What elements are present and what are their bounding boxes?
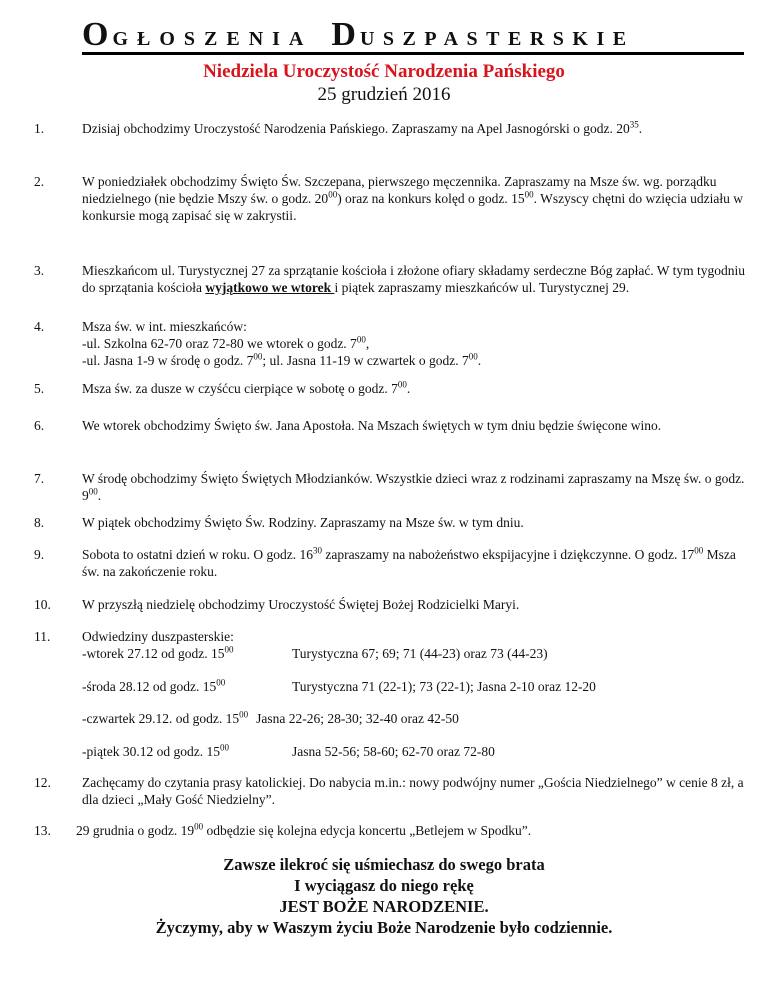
item-text: W poniedziałek obchodzimy Święto Św. Szczepana, pierwszego męczennika. Zapraszamy na Msze św. wg. porządku niedzielnego (nie będzie Mszy św. o godz. $20^{00}$) oraz na konkurs kolęd o godz. $15^{00}$. Wszyscy chętni do wzięcia udziału w konkursie mogą zapisać się w zakrystii. (82, 174, 743, 223)
closing-line-1: Zawsze ilekroć się uśmiechasz do swego brata (223, 855, 545, 874)
item-text: 29 grudnia o godz. $19^{00}$ odbędzie się kolejna edycja koncertu „Betlejem w Spodku”. (76, 821, 532, 838)
announcement-3 (34, 262, 754, 296)
item-number: 12. (34, 775, 51, 790)
closing-message (0, 854, 768, 938)
announcement-10 (34, 596, 754, 613)
announcement-4 (34, 318, 754, 369)
visit-row: -czwartek 29.12. od godz. $15^{00}$ Jasna 22-26; 28-30; 32-40 oraz 42-50 (82, 709, 459, 726)
visit-row: -wtorek 27.12 od godz. $15^{00}$ Turystyczna 67; 69; 71 (44-23) oraz 73 (44-23) (82, 644, 548, 661)
date: 25 grudzień 2016 (317, 84, 451, 105)
title-rest-2: USZPASTERSKIE (359, 28, 635, 50)
title-initial-1: O (82, 16, 109, 53)
announcement-5 (34, 380, 754, 397)
closing-line-2: I wyciągasz do niego rękę (294, 876, 474, 895)
item-number: 9. (34, 547, 45, 562)
item-text: W piątek obchodzimy Święto Św. Rodziny. Zapraszamy na Msze św. w tym dniu. (82, 515, 524, 530)
item-number: 1. (34, 121, 45, 136)
page-title (82, 18, 744, 55)
item-number: 2. (34, 174, 45, 189)
announcement-7 (34, 470, 754, 504)
item-number: 13. (34, 823, 51, 838)
item-number: 3. (34, 263, 45, 278)
item-text: Dzisiaj obchodzimy Uroczystość Narodzenia Pańskiego. Zapraszamy na Apel Jasnogórski o godz. $20^{35}$. (82, 119, 643, 136)
item-number: 10. (34, 597, 51, 612)
item-text: Msza św. za dusze w czyśćcu cierpiące w sobotę o godz. $7^{00}$. (82, 379, 411, 396)
announcement-9 (34, 546, 754, 580)
item-text: Mieszkańcom ul. Turystycznej 27 za sprzątanie kościoła i złożone ofiary składamy serdeczne Bóg zapłać. W tym tygodniu do sprzątania kościoła wyjątkowo we wtorek i piątek zapraszamy mieszkańców ul. Turystycznej 29. (82, 263, 746, 295)
announcement-13 (34, 822, 754, 839)
visits-title: Odwiedziny duszpasterskie: (82, 629, 234, 644)
item-text: Zachęcamy do czytania prasy katolickiej. Do nabycia m.in.: nowy podwójny numer „Gościa Niedzielnego” w cenie 8 zł, a dla dzieci „Mały Gość Niedzielny”. (82, 775, 744, 807)
announcement-6 (34, 417, 754, 434)
closing-line-3: JEST BOŻE NARODZENIE. (279, 897, 489, 916)
item-number: 11. (34, 629, 51, 644)
subtitle: Niedziela Uroczystość Narodzenia Pańskiego (203, 61, 565, 82)
item-number: 4. (34, 319, 45, 334)
visit-row: -piątek 30.12 od godz. $15^{00}$ Jasna 52-56; 58-60; 62-70 oraz 72-80 (82, 742, 495, 759)
item-text: We wtorek obchodzimy Święto św. Jana Apostoła. Na Mszach świętych w tym dniu będzie święcone wino. (82, 418, 662, 433)
announcement-12 (34, 774, 754, 808)
item-text: Sobota to ostatni dzień w roku. O godz. $16^{30}$ zapraszamy na nabożeństwo ekspijacyjne i dziękczynne. O godz. $17^{00}$ Msza św. na zakończenie roku. (82, 545, 736, 579)
announcement-2 (34, 173, 754, 224)
announcement-1 (34, 120, 754, 137)
item-number: 6. (34, 418, 45, 433)
item-number: 8. (34, 515, 45, 530)
item-number: 5. (34, 381, 45, 396)
item-text: Msza św. w int. mieszkańców: -ul. Szkolna 62-70 oraz 72-80 we wtorek o godz. $7^{00}$, -ul. Jasna 1-9 w środę o godz. $7^{00}$; ul. Jasna 11-19 w czwartek o godz. $7^{00}$. (82, 319, 482, 368)
item-number: 7. (34, 471, 45, 486)
item-text: W przyszłą niedzielę obchodzimy Uroczystość Świętej Bożej Rodzicielki Maryi. (82, 597, 520, 612)
announcement-11 (34, 628, 754, 758)
announcement-8 (34, 514, 754, 531)
item-text: W środę obchodzimy Święto Świętych Młodzianków. Wszystkie dzieci wraz z rodzinami zapraszamy na Mszę św. o godz. $9^{00}$. (82, 471, 745, 503)
visit-row: -środa 28.12 od godz. $15^{00}$ Turystyczna 71 (22-1); 73 (22-1); Jasna 2-10 oraz 12-20 (82, 677, 596, 694)
title-rest-1: GŁOSZENIA (112, 28, 313, 50)
title-initial-2: D (331, 16, 356, 53)
closing-line-4: Życzymy, aby w Waszym życiu Boże Narodzenie było codziennie. (155, 918, 613, 937)
